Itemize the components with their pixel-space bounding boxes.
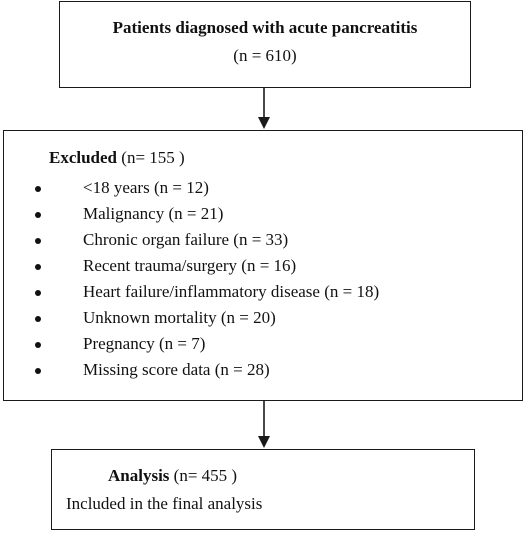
analysis-count: (n= 455 ) <box>169 466 238 485</box>
exclusion-item-label: Chronic organ failure (n = 33) <box>83 230 289 249</box>
exclusion-item-label: Recent trauma/surgery (n = 16) <box>83 256 297 275</box>
exclusion-item-label: <18 years (n = 12) <box>83 178 209 197</box>
excluded-heading <box>49 148 185 168</box>
bullet-icon <box>35 342 41 348</box>
excluded-label: Excluded <box>49 148 118 167</box>
bullet-icon <box>35 368 41 374</box>
excluded-count: (n= 155 ) <box>117 148 185 167</box>
bullet-icon <box>35 316 41 322</box>
excluded-box <box>3 130 523 401</box>
analysis-box <box>51 449 475 530</box>
arrow-top-to-excluded <box>258 88 270 129</box>
exclusion-item-label: Pregnancy (n = 7) <box>83 334 206 353</box>
analysis-description: Included in the final analysis <box>66 494 263 513</box>
exclusion-item-label: Missing score data (n = 28) <box>83 360 270 379</box>
exclusion-item-label: Unknown mortality (n = 20) <box>83 308 276 327</box>
bullet-icon <box>35 186 41 192</box>
arrow-excluded-to-analysis <box>258 401 270 448</box>
bullet-icon <box>35 238 41 244</box>
analysis-heading <box>108 466 237 486</box>
diagnosed-patients-box <box>59 1 471 88</box>
bullet-icon <box>35 212 41 218</box>
diagnosed-patients-count: (n = 610) <box>233 46 297 65</box>
exclusion-item-label: Heart failure/inflammatory disease (n = 18) <box>83 282 380 301</box>
diagnosed-patients-title: Patients diagnosed with acute pancreatitis <box>112 18 418 37</box>
bullet-icon <box>35 264 41 270</box>
analysis-label: Analysis <box>108 466 170 485</box>
exclusion-item-label: Malignancy (n = 21) <box>83 204 224 223</box>
bullet-icon <box>35 290 41 296</box>
